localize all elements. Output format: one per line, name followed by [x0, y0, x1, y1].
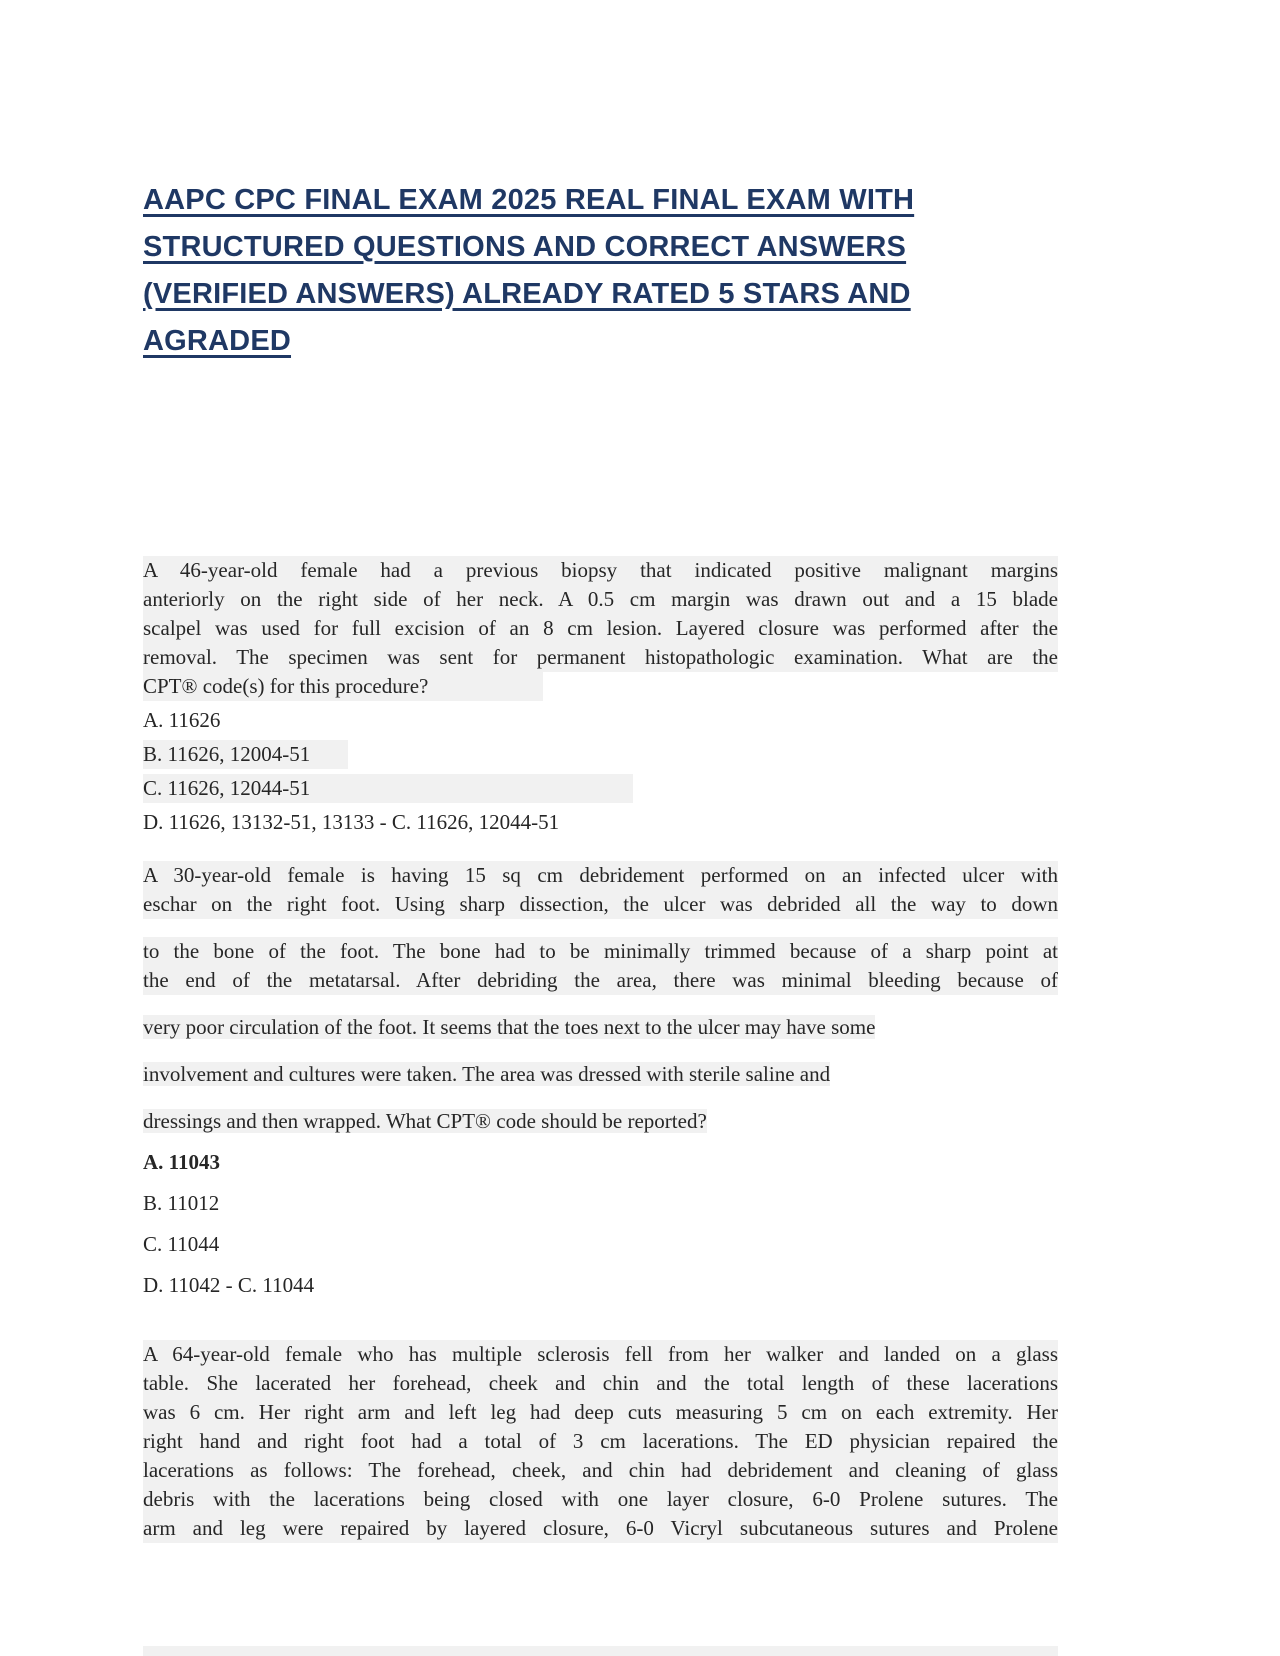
document-body [143, 556, 1058, 1543]
document-title [143, 0, 1058, 365]
question-text-line: was 6 cm. Her right arm and left leg had deep cuts measuring 5 cm on each extremity. Her [143, 1398, 1058, 1427]
question-stem [143, 861, 1058, 1136]
highlighted-text: involvement and cultures were taken. The area was dressed with sterile saline and [143, 1062, 831, 1086]
answer-option: A. 11043 [143, 1150, 221, 1174]
question-text-line: debris with the lacerations being closed with one layer closure, 6-0 Prolene sutures. The [143, 1485, 1058, 1514]
question-text-line: A 30-year-old female is having 15 sq cm debridement performed on an infected ulcer with [143, 861, 1058, 890]
question-stem [143, 556, 1058, 701]
answer-options [143, 706, 1058, 837]
question-text-line: right hand and right foot had a total of 3 cm lacerations. The ED physician repaired the [143, 1427, 1058, 1456]
question-text-line: lacerations as follows: The forehead, cheek, and chin had debridement and cleaning of glass [143, 1456, 1058, 1485]
document-title-line: AAPC CPC FINAL EXAM 2025 REAL FINAL EXAM WITH [143, 184, 915, 216]
question-stem [143, 1340, 1058, 1543]
cutoff-highlight-bar [143, 1646, 1058, 1656]
question-block [143, 556, 1058, 837]
question-text-line [143, 1013, 1058, 1042]
answer-option: C. 11626, 12044-51 [143, 774, 1058, 803]
document-title-line: (VERIFIED ANSWERS) ALREADY RATED 5 STARS AND [143, 278, 911, 310]
question-text-line: arm and leg were repaired by layered closure, 6-0 Vicryl subcutaneous sutures and Prolene [143, 1514, 1058, 1543]
answer-option: D. 11626, 13132-51, 13133 - C. 11626, 12044-51 [143, 810, 560, 834]
question-text-line: removal. The specimen was sent for permanent histopathologic examination. What are the [143, 643, 1058, 672]
highlighted-text: very poor circulation of the foot. It seems that the toes next to the ulcer may have some [143, 1015, 876, 1039]
answer-options [143, 1148, 1058, 1300]
question-text-line: scalpel was used for full excision of an 8 cm lesion. Layered closure was performed after the [143, 614, 1058, 643]
question-text-line: to the bone of the foot. The bone had to be minimally trimmed because of a sharp point at [143, 937, 1058, 966]
question-text-line: CPT® code(s) for this procedure? [143, 672, 1058, 701]
question-text-line: table. She lacerated her forehead, cheek and chin and the total length of these lacerations [143, 1369, 1058, 1398]
answer-option: D. 11042 - C. 11044 [143, 1273, 315, 1297]
document-title-line: AGRADED [143, 325, 292, 357]
question-text-line: anteriorly on the right side of her neck. A 0.5 cm margin was drawn out and a 15 blade [143, 585, 1058, 614]
highlighted-text: dressings and then wrapped. What CPT® code should be reported? [143, 1109, 707, 1133]
question-text-line: the end of the metatarsal. After debriding the area, there was minimal bleeding because of [143, 966, 1058, 995]
question-text-line [143, 1107, 1058, 1136]
answer-option: B. 11626, 12004-51 [143, 740, 1058, 769]
answer-option: B. 11012 [143, 1191, 220, 1215]
question-block [143, 1340, 1058, 1543]
question-block [143, 861, 1058, 1300]
question-text-line: A 46-year-old female had a previous biopsy that indicated positive malignant margins [143, 556, 1058, 585]
answer-option: C. 11044 [143, 1232, 220, 1256]
question-text-line: A 64-year-old female who has multiple sclerosis fell from her walker and landed on a glass [143, 1340, 1058, 1369]
question-text-line [143, 1060, 1058, 1089]
question-text-line: eschar on the right foot. Using sharp dissection, the ulcer was debrided all the way to down [143, 890, 1058, 919]
answer-option: A. 11626 [143, 708, 221, 732]
document-title-line: STRUCTURED QUESTIONS AND CORRECT ANSWERS [143, 231, 907, 263]
document-content [143, 0, 1058, 1543]
